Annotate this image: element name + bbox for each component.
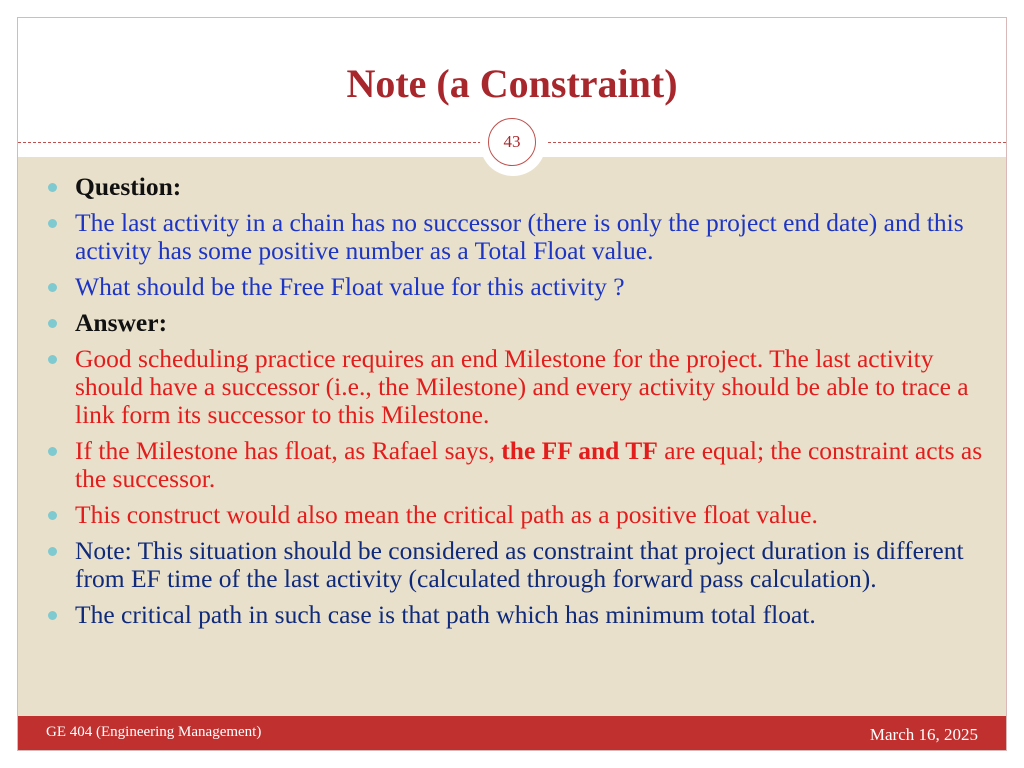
bullet-item (46, 501, 986, 529)
bullet-item (46, 309, 986, 337)
slide (17, 17, 1007, 751)
bullet-dot-icon (48, 611, 57, 620)
bullet-text: Question: (75, 172, 182, 201)
bullet-text: Note: This situation should be considered as constraint that project duration is different from EF time of the last activity (calculated through forward pass calculation). (75, 536, 964, 593)
bullet-item (46, 601, 986, 629)
bullet-item (46, 437, 986, 493)
bullet-list (46, 173, 986, 637)
bullet-text: If the Milestone has float, as Rafael says, (75, 436, 502, 465)
bullet-dot-icon (48, 183, 57, 192)
bullet-text: Good scheduling practice requires an end Milestone for the project. The last activity should have a successor (i.e., the Milestone) and every activity should be able to trace a link form its successor to this Milestone. (75, 344, 969, 429)
bullet-text: the FF and TF (501, 436, 658, 465)
bullet-dot-icon (48, 283, 57, 292)
footer-date: March 16, 2025 (869, 725, 978, 744)
bullet-item (46, 173, 986, 201)
bullet-text: What should be the Free Float value for this activity ? (75, 272, 625, 301)
bullet-text: Answer: (75, 308, 168, 337)
page-number: 43 (488, 118, 536, 166)
page-number-badge (480, 110, 546, 176)
slide-title: Note (a Constraint) (346, 61, 678, 106)
bullet-item (46, 537, 986, 593)
bullet-text: are equal; the constraint acts as the successor. (75, 436, 983, 493)
bullet-item (46, 345, 986, 429)
bullet-item (46, 209, 986, 265)
footer (18, 716, 1006, 751)
bullet-dot-icon (48, 447, 57, 456)
bullet-text: The last activity in a chain has no successor (there is only the project end date) and this activity has some positive number as a Total Float value. (75, 208, 964, 265)
bullet-text: The critical path in such case is that path which has minimum total float. (75, 600, 816, 629)
bullet-dot-icon (48, 547, 57, 556)
bullet-dot-icon (48, 511, 57, 520)
bullet-item (46, 273, 986, 301)
bullet-dot-icon (48, 355, 57, 364)
bullet-dot-icon (48, 319, 57, 328)
footer-course: GE 404 (Engineering Management) (46, 724, 262, 740)
bullet-dot-icon (48, 219, 57, 228)
bullet-text: This construct would also mean the critical path as a positive float value. (75, 500, 818, 529)
